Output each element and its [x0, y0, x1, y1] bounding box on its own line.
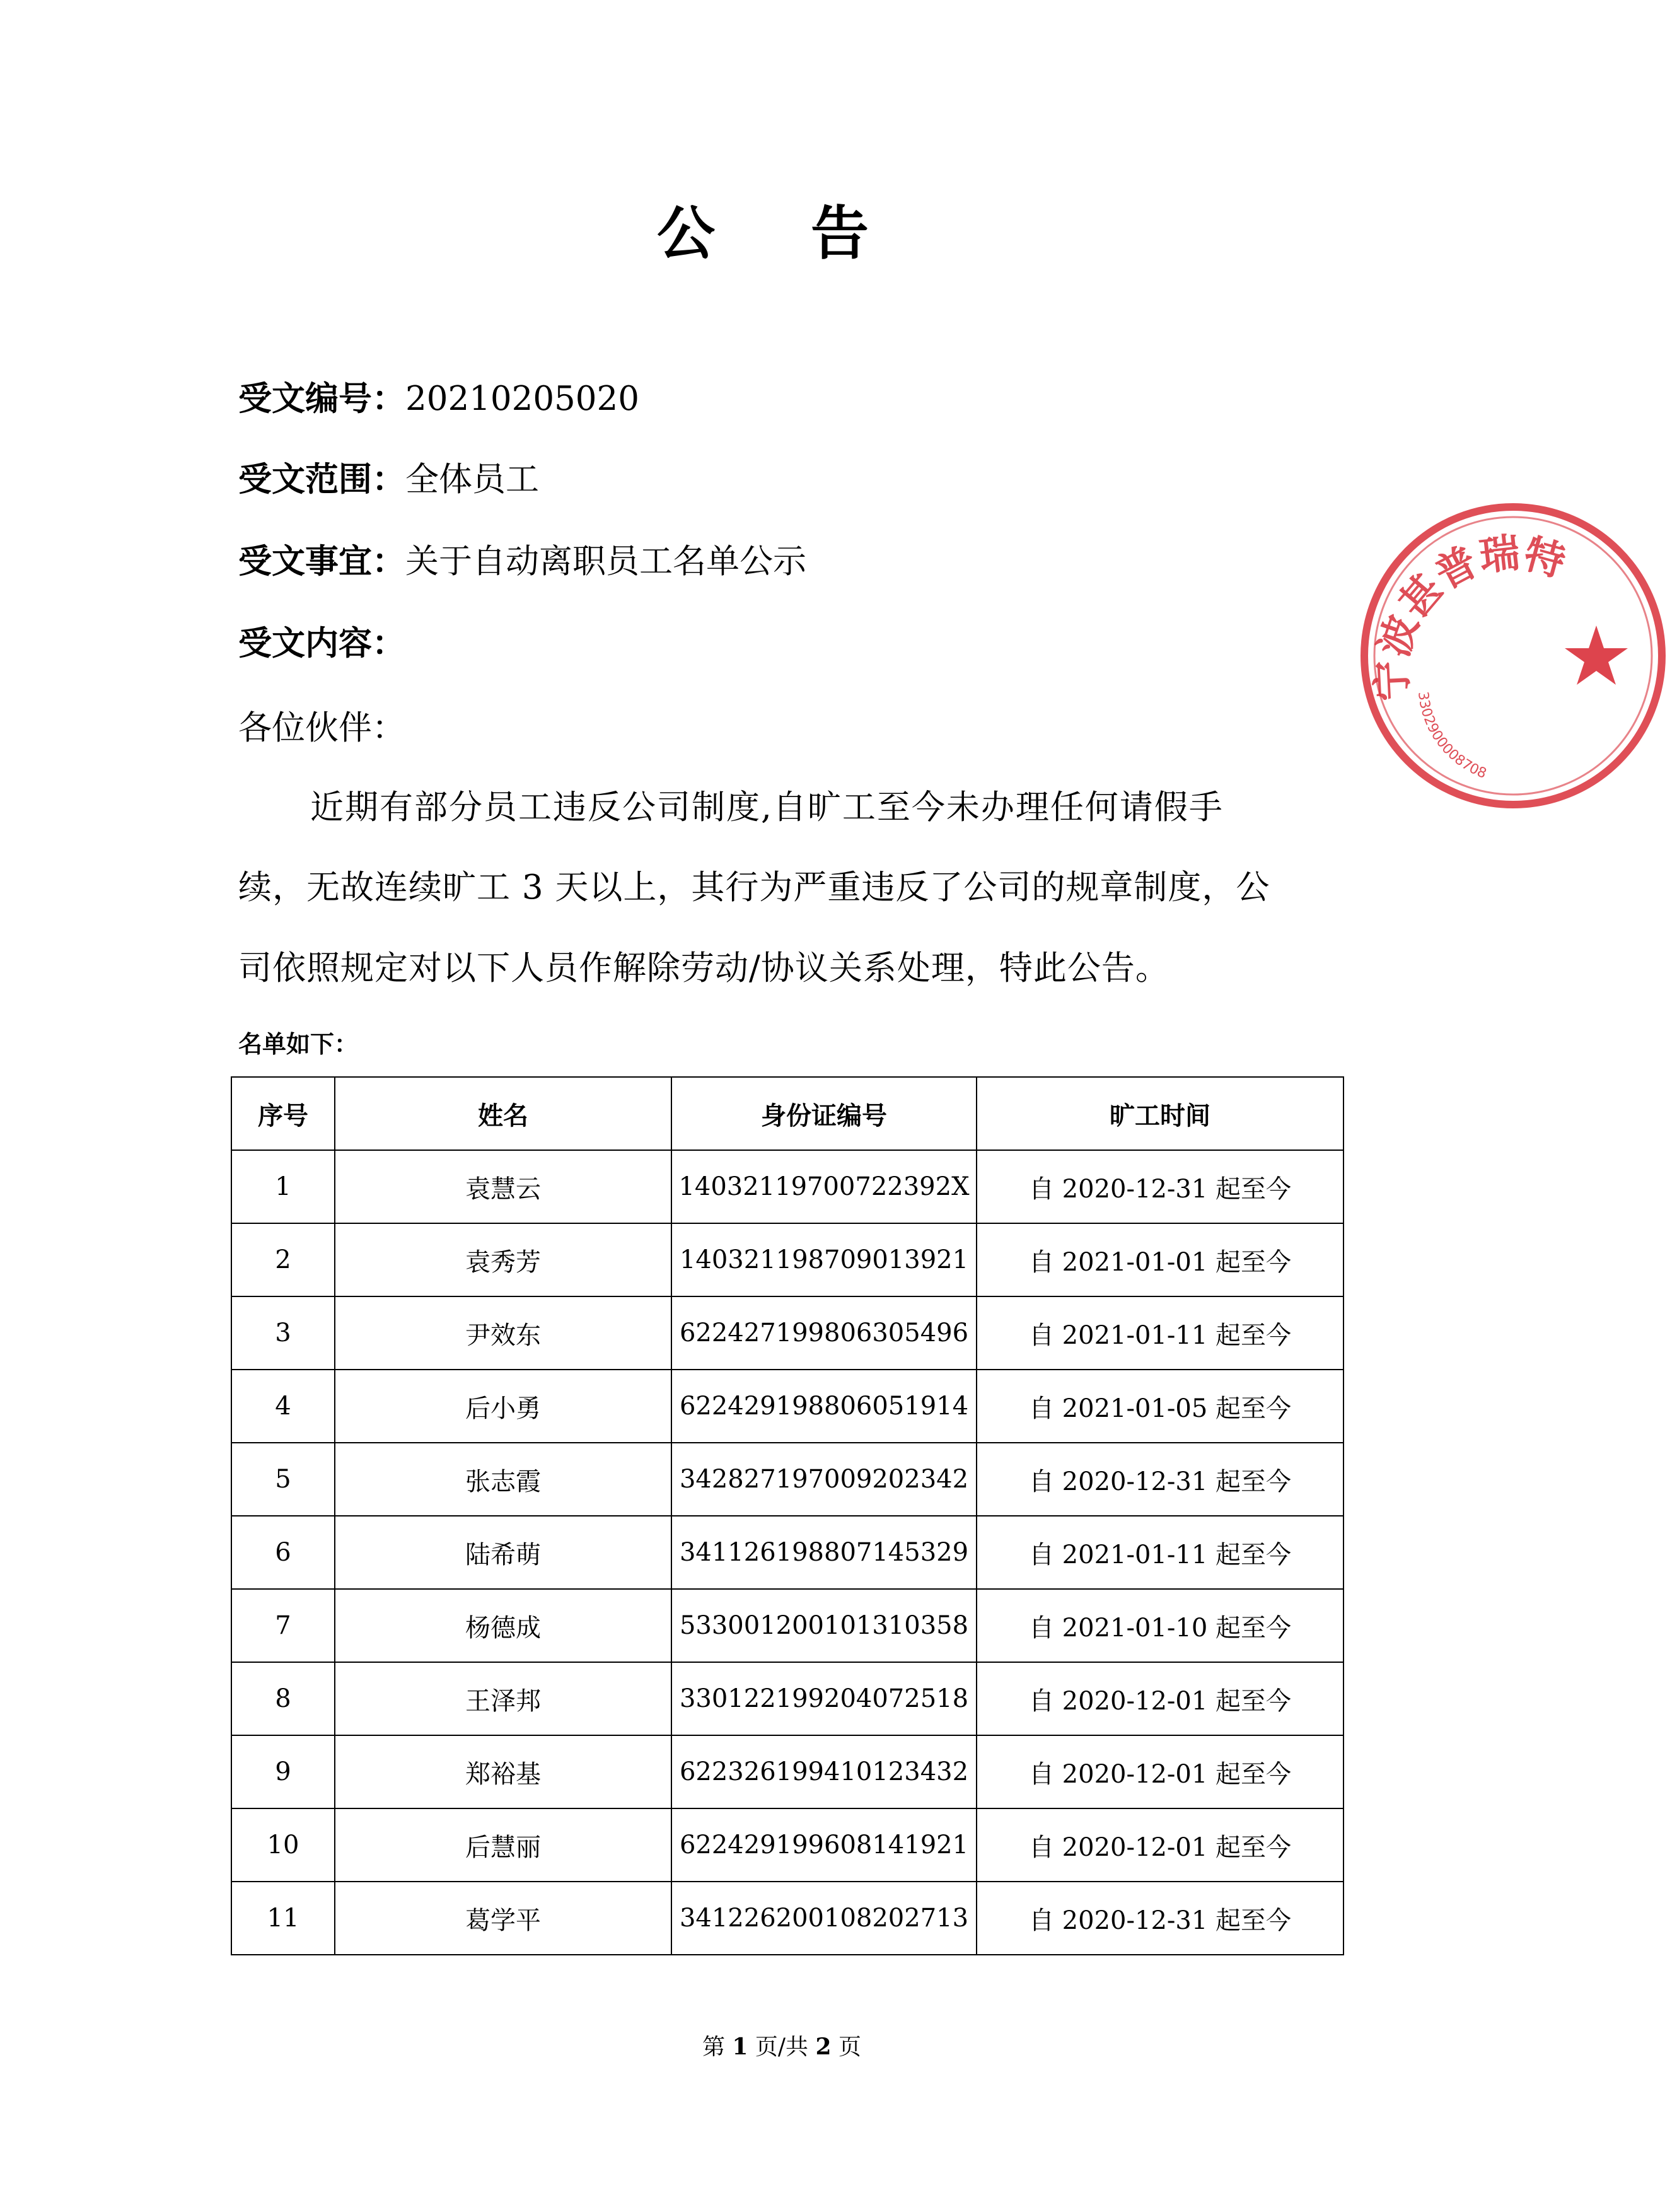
cell-id-number: 622429198806051914	[671, 1370, 977, 1443]
cell-absence-time: 自 2021-01-11 起至今	[977, 1516, 1343, 1589]
table-row	[231, 1589, 1343, 1662]
header-absence-time: 旷工时间	[977, 1077, 1343, 1150]
cell-id-number: 622429199608141921	[671, 1808, 977, 1882]
meta-label: 受文范围：	[238, 460, 405, 499]
meta-label: 受文编号：	[238, 379, 405, 418]
cell-id-number: 14032119700722392X	[671, 1150, 977, 1223]
cell-id-number: 140321198709013921	[671, 1223, 977, 1296]
body-line-3: 司依照规定对以下人员作解除劳动/协议关系处理，特此公告。	[238, 949, 1169, 987]
cell-name: 尹效东	[335, 1296, 671, 1370]
table-row	[231, 1443, 1343, 1516]
meta-label: 受文内容：	[238, 624, 405, 663]
cell-index: 6	[231, 1516, 335, 1589]
meta-value: 20210205020	[405, 380, 639, 418]
body-line-2: 续，无故连续旷工 3 天以上，其行为严重违反了公司的规章制度，公	[238, 868, 1270, 907]
cell-index: 7	[231, 1589, 335, 1662]
cell-name: 袁秀芳	[335, 1223, 671, 1296]
cell-id-number: 622326199410123432	[671, 1735, 977, 1808]
company-seal-stamp	[1349, 492, 1677, 820]
cell-name: 袁慧云	[335, 1150, 671, 1223]
cell-index: 10	[231, 1808, 335, 1882]
list-caption: 名单如下：	[238, 1030, 359, 1058]
cell-name: 葛学平	[335, 1882, 671, 1955]
cell-absence-time: 自 2021-01-01 起至今	[977, 1223, 1343, 1296]
cell-index: 3	[231, 1296, 335, 1370]
cell-index: 8	[231, 1662, 335, 1735]
table-row	[231, 1808, 1343, 1882]
seal-number-path: 3302900008708	[1415, 690, 1489, 782]
cell-absence-time: 自 2020-12-01 起至今	[977, 1808, 1343, 1882]
cell-index: 1	[231, 1150, 335, 1223]
table-row	[231, 1370, 1343, 1443]
header-index: 序号	[231, 1077, 335, 1150]
footer-page-number: 1	[732, 2034, 748, 2060]
meta-scope	[238, 454, 539, 505]
footer-prefix: 第	[702, 2034, 725, 2060]
meta-label: 受文事宜：	[238, 542, 405, 581]
footer-suffix: 页	[838, 2034, 862, 2060]
header-name: 姓名	[335, 1077, 671, 1150]
cell-index: 5	[231, 1443, 335, 1516]
table-row	[231, 1882, 1343, 1955]
table-row	[231, 1662, 1343, 1735]
cell-absence-time: 自 2020-12-01 起至今	[977, 1662, 1343, 1735]
table-header-row	[231, 1077, 1343, 1150]
cell-name: 陆希萌	[335, 1516, 671, 1589]
cell-name: 杨德成	[335, 1589, 671, 1662]
table-row	[231, 1735, 1343, 1808]
meta-value: 全体员工	[405, 460, 539, 499]
page-title: 公 告	[656, 199, 907, 267]
cell-absence-time: 自 2020-12-31 起至今	[977, 1882, 1343, 1955]
cell-index: 2	[231, 1223, 335, 1296]
cell-id-number: 622427199806305496	[671, 1296, 977, 1370]
cell-name: 后小勇	[335, 1370, 671, 1443]
cell-absence-time: 自 2021-01-11 起至今	[977, 1296, 1343, 1370]
table-row	[231, 1296, 1343, 1370]
table-row	[231, 1150, 1343, 1223]
cell-index: 9	[231, 1735, 335, 1808]
cell-absence-time: 自 2020-12-31 起至今	[977, 1150, 1343, 1223]
cell-name: 张志霞	[335, 1443, 671, 1516]
cell-id-number: 342827197009202342	[671, 1443, 977, 1516]
meta-value: 关于自动离职员工名单公示	[405, 542, 806, 581]
cell-index: 4	[231, 1370, 335, 1443]
seal-text	[1368, 529, 1570, 702]
table-row	[231, 1223, 1343, 1296]
meta-doc-number	[238, 373, 639, 424]
meta-content	[238, 618, 405, 669]
table-row	[231, 1516, 1343, 1589]
meta-subject	[238, 536, 806, 587]
cell-id-number: 341226200108202713	[671, 1882, 977, 1955]
cell-name: 王泽邦	[335, 1662, 671, 1735]
cell-id-number: 341126198807145329	[671, 1516, 977, 1589]
cell-id-number: 330122199204072518	[671, 1662, 977, 1735]
cell-name: 后慧丽	[335, 1808, 671, 1882]
cell-absence-time: 自 2020-12-01 起至今	[977, 1735, 1343, 1808]
footer-total-pages: 2	[815, 2034, 832, 2060]
cell-absence-time: 自 2021-01-10 起至今	[977, 1589, 1343, 1662]
cell-index: 11	[231, 1882, 335, 1955]
header-id-number: 身份证编号	[671, 1077, 977, 1150]
page-footer	[0, 2029, 1564, 2061]
roster-table	[231, 1076, 1344, 1955]
seal-number	[1415, 691, 1488, 782]
cell-name: 郑裕基	[335, 1735, 671, 1808]
cell-absence-time: 自 2020-12-31 起至今	[977, 1443, 1343, 1516]
cell-absence-time: 自 2021-01-05 起至今	[977, 1370, 1343, 1443]
seal-text-path: 宁波甚普瑞特	[1367, 529, 1570, 702]
seal-star-icon	[1565, 626, 1628, 685]
cell-id-number: 533001200101310358	[671, 1589, 977, 1662]
greeting: 各位伙伴：	[238, 709, 405, 747]
body-line-1: 近期有部分员工违反公司制度,自旷工至今未办理任何请假手	[310, 788, 1224, 827]
footer-middle: 页/共	[755, 2034, 809, 2060]
